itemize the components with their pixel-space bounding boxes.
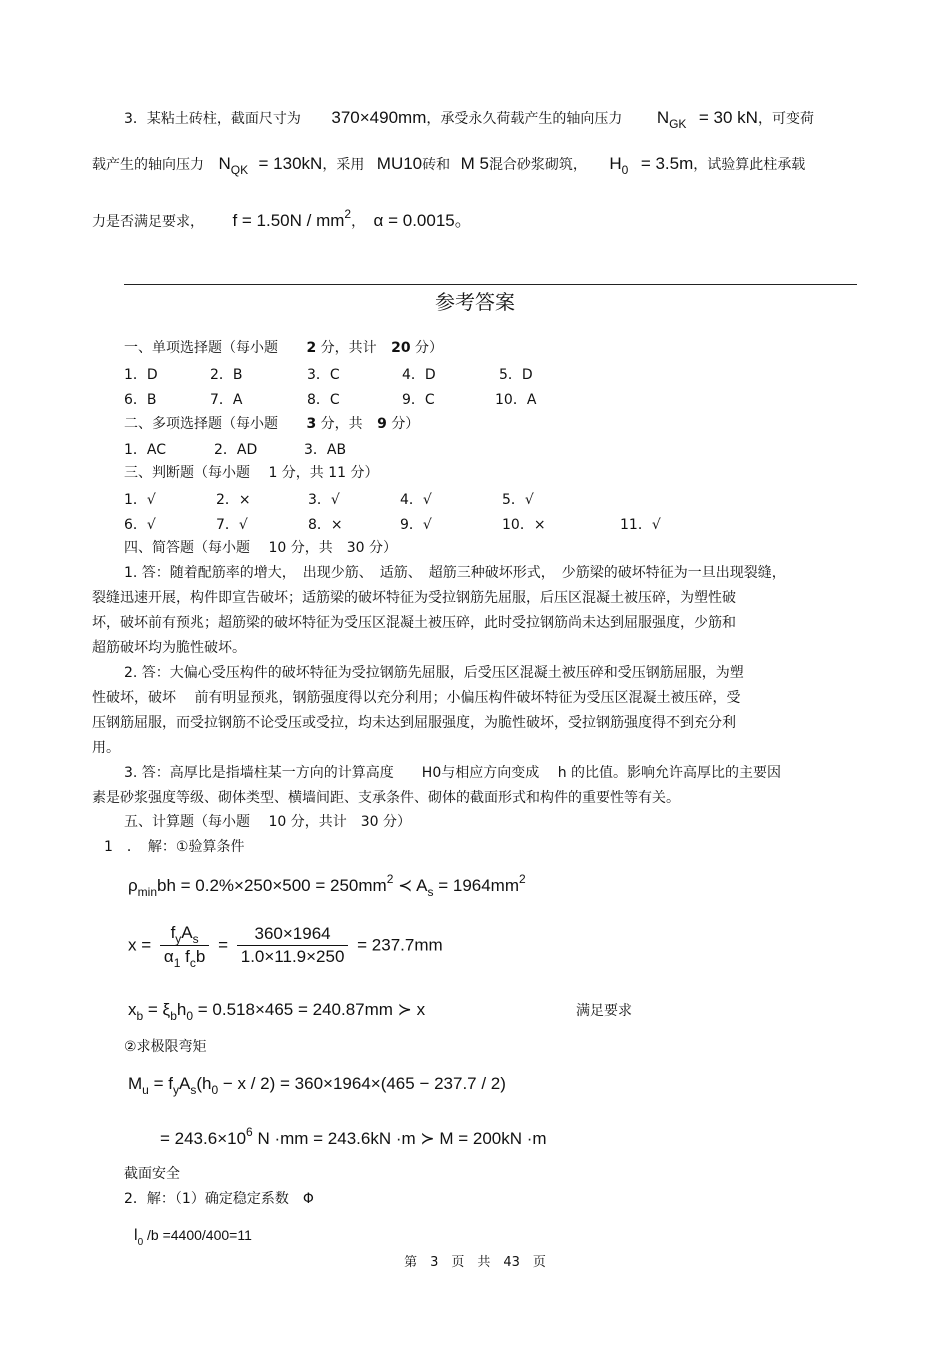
equation-result: = 237.7mm — [357, 935, 443, 955]
subscript: b — [170, 1009, 177, 1023]
points-per-item: 3 — [306, 416, 317, 432]
section-2-heading — [124, 414, 419, 434]
ngk-symbol: N — [656, 108, 670, 127]
subscript: s — [427, 885, 434, 899]
page-footer: 第 3 页 共 43 页 — [404, 1255, 546, 1270]
subscript: s — [190, 1083, 197, 1097]
fraction-numerator: 360×1964 — [237, 923, 349, 946]
rho-symbol: ρ — [128, 876, 138, 895]
answer-item: 4．√ — [400, 492, 432, 508]
nqk-subscript: QK — [230, 163, 249, 177]
divider-line — [124, 284, 857, 285]
equation-text: ≺ A — [393, 876, 428, 895]
q3-text: 砖和 — [422, 157, 451, 173]
answer-item: 11．√ — [620, 517, 661, 533]
heading-text: 分，共计 — [320, 340, 377, 356]
section-4-heading: 四、简答题（每小题 10 分，共 30 分） — [124, 540, 397, 556]
subscript: 0 — [137, 1237, 144, 1248]
equation-reinforcement-check — [128, 874, 526, 899]
fraction-numerator — [160, 922, 209, 946]
subscript: 0 — [211, 1083, 219, 1097]
answer-paragraph-line: 用。 — [92, 740, 120, 756]
answer-item: 1．AC — [124, 442, 167, 458]
mortar-grade: M 5 — [460, 154, 489, 173]
problem-1-heading: 1 ． 解：①验算条件 — [104, 839, 245, 855]
answer-paragraph-line: 素是砂浆强度等级、砌体类型、横墙间距、支承条件、砌体的截面形式和构件的重要性等有关。 — [92, 790, 680, 806]
points-per-item: 2 — [306, 340, 317, 356]
total-points: 20 — [391, 340, 411, 356]
q3-text: 混合砂浆砌筑， — [488, 157, 587, 173]
equation-balanced-depth — [128, 998, 425, 1023]
superscript: 2 — [519, 872, 526, 886]
equation-slenderness — [134, 1225, 252, 1248]
equation-text: = 0.518×465 = 240.87mm ≻ x — [193, 1000, 426, 1019]
answer-item: 7．A — [210, 392, 243, 408]
section-5-heading: 五、计算题（每小题 10 分，共计 30 分） — [124, 814, 411, 830]
subscript: u — [142, 1083, 149, 1097]
answer-item: 5．D — [499, 367, 533, 383]
q3-line-1 — [124, 108, 814, 129]
q3-dimension: 370×490mm — [331, 108, 427, 127]
f-superscript: 2 — [344, 207, 352, 221]
answer-paragraph-line: 2. 答：大偏心受压构件的破坏特征为受拉钢筋先屈服，后受压区混凝土被压碎和受压钢筋屈服，为塑 — [124, 665, 744, 681]
answer-item: 8．× — [308, 517, 343, 533]
brick-grade: MU10 — [376, 154, 423, 173]
answer-item: 7．√ — [216, 517, 248, 533]
h0-value: = 3.5m — [640, 154, 694, 173]
safety-conclusion: 截面安全 — [124, 1166, 180, 1182]
section-1-heading — [124, 338, 443, 358]
answer-paragraph-line: 超筋破坏均为脆性破坏。 — [92, 640, 246, 656]
ngk-value: = 30 kN — [698, 108, 758, 127]
answer-item: 3．√ — [308, 492, 340, 508]
h0-symbol: H — [609, 154, 622, 173]
heading-text: 分） — [415, 340, 444, 356]
equation-text: N ·mm = 243.6kN ·m ≻ M = 200kN ·m — [252, 1129, 547, 1148]
equation-text: /b =4400/400=11 — [143, 1227, 252, 1243]
fraction-denominator: 1.0×11.9×250 — [240, 947, 345, 966]
heading-text: 分） — [391, 416, 420, 432]
equation-ultimate-moment — [128, 1072, 506, 1097]
nqk-symbol: N — [218, 154, 231, 173]
equation-text: = 1964mm — [433, 876, 519, 895]
answer-paragraph-line: 坏，破坏前有预兆；超筋梁的破坏特征为受压区混凝土被压碎，此时受拉钢筋尚未达到屈服强度，少筋和 — [92, 615, 736, 631]
subscript: c — [189, 956, 196, 970]
answer-item: 10．A — [495, 392, 537, 408]
equation-text: x = — [128, 935, 152, 955]
superscript: 6 — [246, 1125, 253, 1139]
heading-text: 二、多项选择题（每小题 — [124, 416, 278, 432]
subscript: y — [172, 1083, 179, 1097]
answer-item: 1．√ — [124, 492, 156, 508]
equation-moment-result — [160, 1127, 547, 1152]
symbol: h — [176, 1000, 187, 1019]
subscript: 1 — [173, 956, 181, 970]
answer-item: 6．√ — [124, 517, 156, 533]
f-value: f = 1.50N / mm — [232, 211, 345, 230]
nqk-value: = 130kN — [258, 154, 323, 173]
answer-item: 5．√ — [502, 492, 534, 508]
superscript: 2 — [386, 872, 394, 886]
equation-text: = 243.6×10 — [160, 1129, 247, 1148]
rho-subscript: min — [137, 885, 158, 899]
symbol: A — [181, 923, 193, 942]
symbol: x — [128, 1000, 137, 1019]
equation-compression-depth — [128, 922, 443, 969]
fraction — [237, 923, 349, 968]
answer-item: 1．D — [124, 367, 158, 383]
symbol: f — [180, 947, 190, 966]
q3-text: ，可变荷 — [757, 111, 814, 127]
symbol: l — [134, 1227, 138, 1244]
subscript: 0 — [186, 1009, 194, 1023]
answer-item: 3．C — [307, 367, 340, 383]
answer-item: 4．D — [402, 367, 436, 383]
answer-title: 参考答案 — [435, 290, 515, 314]
symbol: f — [170, 923, 176, 942]
symbol: M — [128, 1074, 143, 1093]
equation-text: = ξ — [143, 1000, 171, 1019]
symbol: α — [163, 947, 174, 966]
equation-text: bh = 0.2%×250×500 = 250mm — [157, 876, 387, 895]
answer-item: 9．C — [402, 392, 435, 408]
answer-paragraph-line: 3. 答：高厚比是指墙柱某一方向的计算高度 H0与相应方向变成 h 的比值。影响允许高厚比的主要因 — [124, 765, 782, 781]
alpha-value: α = 0.0015。 — [373, 211, 472, 230]
answer-item: 6．B — [124, 392, 157, 408]
q3-text: ，采用 — [322, 157, 365, 173]
fraction-denominator — [160, 946, 209, 969]
equation-text: = f — [148, 1074, 173, 1093]
q3-line-3 — [92, 207, 472, 232]
answer-item: 8．C — [307, 392, 340, 408]
equation-text: (h — [196, 1074, 212, 1093]
check-result: 满足要求 — [576, 1003, 632, 1019]
ngk-subscript: GK — [669, 117, 687, 131]
subscript: y — [175, 932, 182, 946]
answer-item: 2．AD — [214, 442, 258, 458]
total-points: 9 — [377, 416, 387, 432]
answer-paragraph-line: 1. 答：随着配筋率的增大， 出现少筋、 适筋、 超筋三种破坏形式， 少筋梁的破坏特征为一旦出现裂缝， — [124, 565, 786, 581]
fraction — [160, 922, 209, 969]
heading-text: 分，共 — [320, 416, 363, 432]
answer-item: 2．B — [210, 367, 243, 383]
answer-item: 2．× — [216, 492, 251, 508]
q3-text: ， — [351, 214, 366, 230]
answer-item: 10．× — [502, 517, 546, 533]
q3-text: 力是否满足要求， — [92, 214, 204, 230]
q3-text: ，承受永久荷载产生的轴向压力 — [426, 111, 623, 127]
answer-item: 3．AB — [304, 442, 347, 458]
symbol: A — [178, 1074, 191, 1093]
equation-text: − x / 2) = 360×1964×(465 − 237.7 / 2) — [218, 1074, 506, 1093]
subscript: b — [136, 1009, 144, 1023]
problem-2-heading: 2．解：（1）确定稳定系数 Φ — [124, 1191, 314, 1207]
problem-1-step-2: ②求极限弯矩 — [124, 1039, 207, 1055]
subscript: s — [192, 932, 199, 946]
q3-text: 3．某粘土砖柱，截面尺寸为 — [124, 111, 301, 127]
section-3-heading: 三、判断题（每小题 1 分，共 11 分） — [124, 465, 379, 481]
answer-item: 9．√ — [400, 517, 432, 533]
answer-paragraph-line: 性破坏，破坏 前有明显预兆，钢筋强度得以充分利用；小偏压构件破坏特征为受压区混凝土被压碎，受 — [92, 690, 741, 706]
heading-text: 一、单项选择题（每小题 — [124, 340, 278, 356]
q3-text: 载产生的轴向压力 — [92, 157, 204, 173]
q3-line-2 — [92, 154, 805, 175]
h0-subscript: 0 — [621, 163, 629, 177]
answer-paragraph-line: 裂缝迅速开展，构件即宣告破坏；适筋梁的破坏特征为受拉钢筋先屈服，后压区混凝土被压碎，为塑性破 — [92, 590, 736, 606]
symbol: b — [195, 947, 206, 966]
equation-text: = — [218, 935, 228, 955]
answer-paragraph-line: 压钢筋屈服，而受拉钢筋不论受压或受拉，均未达到屈服强度，为脆性破坏，受拉钢筋强度得不到充分利 — [92, 715, 736, 731]
q3-text: ，试验算此柱承载 — [693, 157, 806, 173]
